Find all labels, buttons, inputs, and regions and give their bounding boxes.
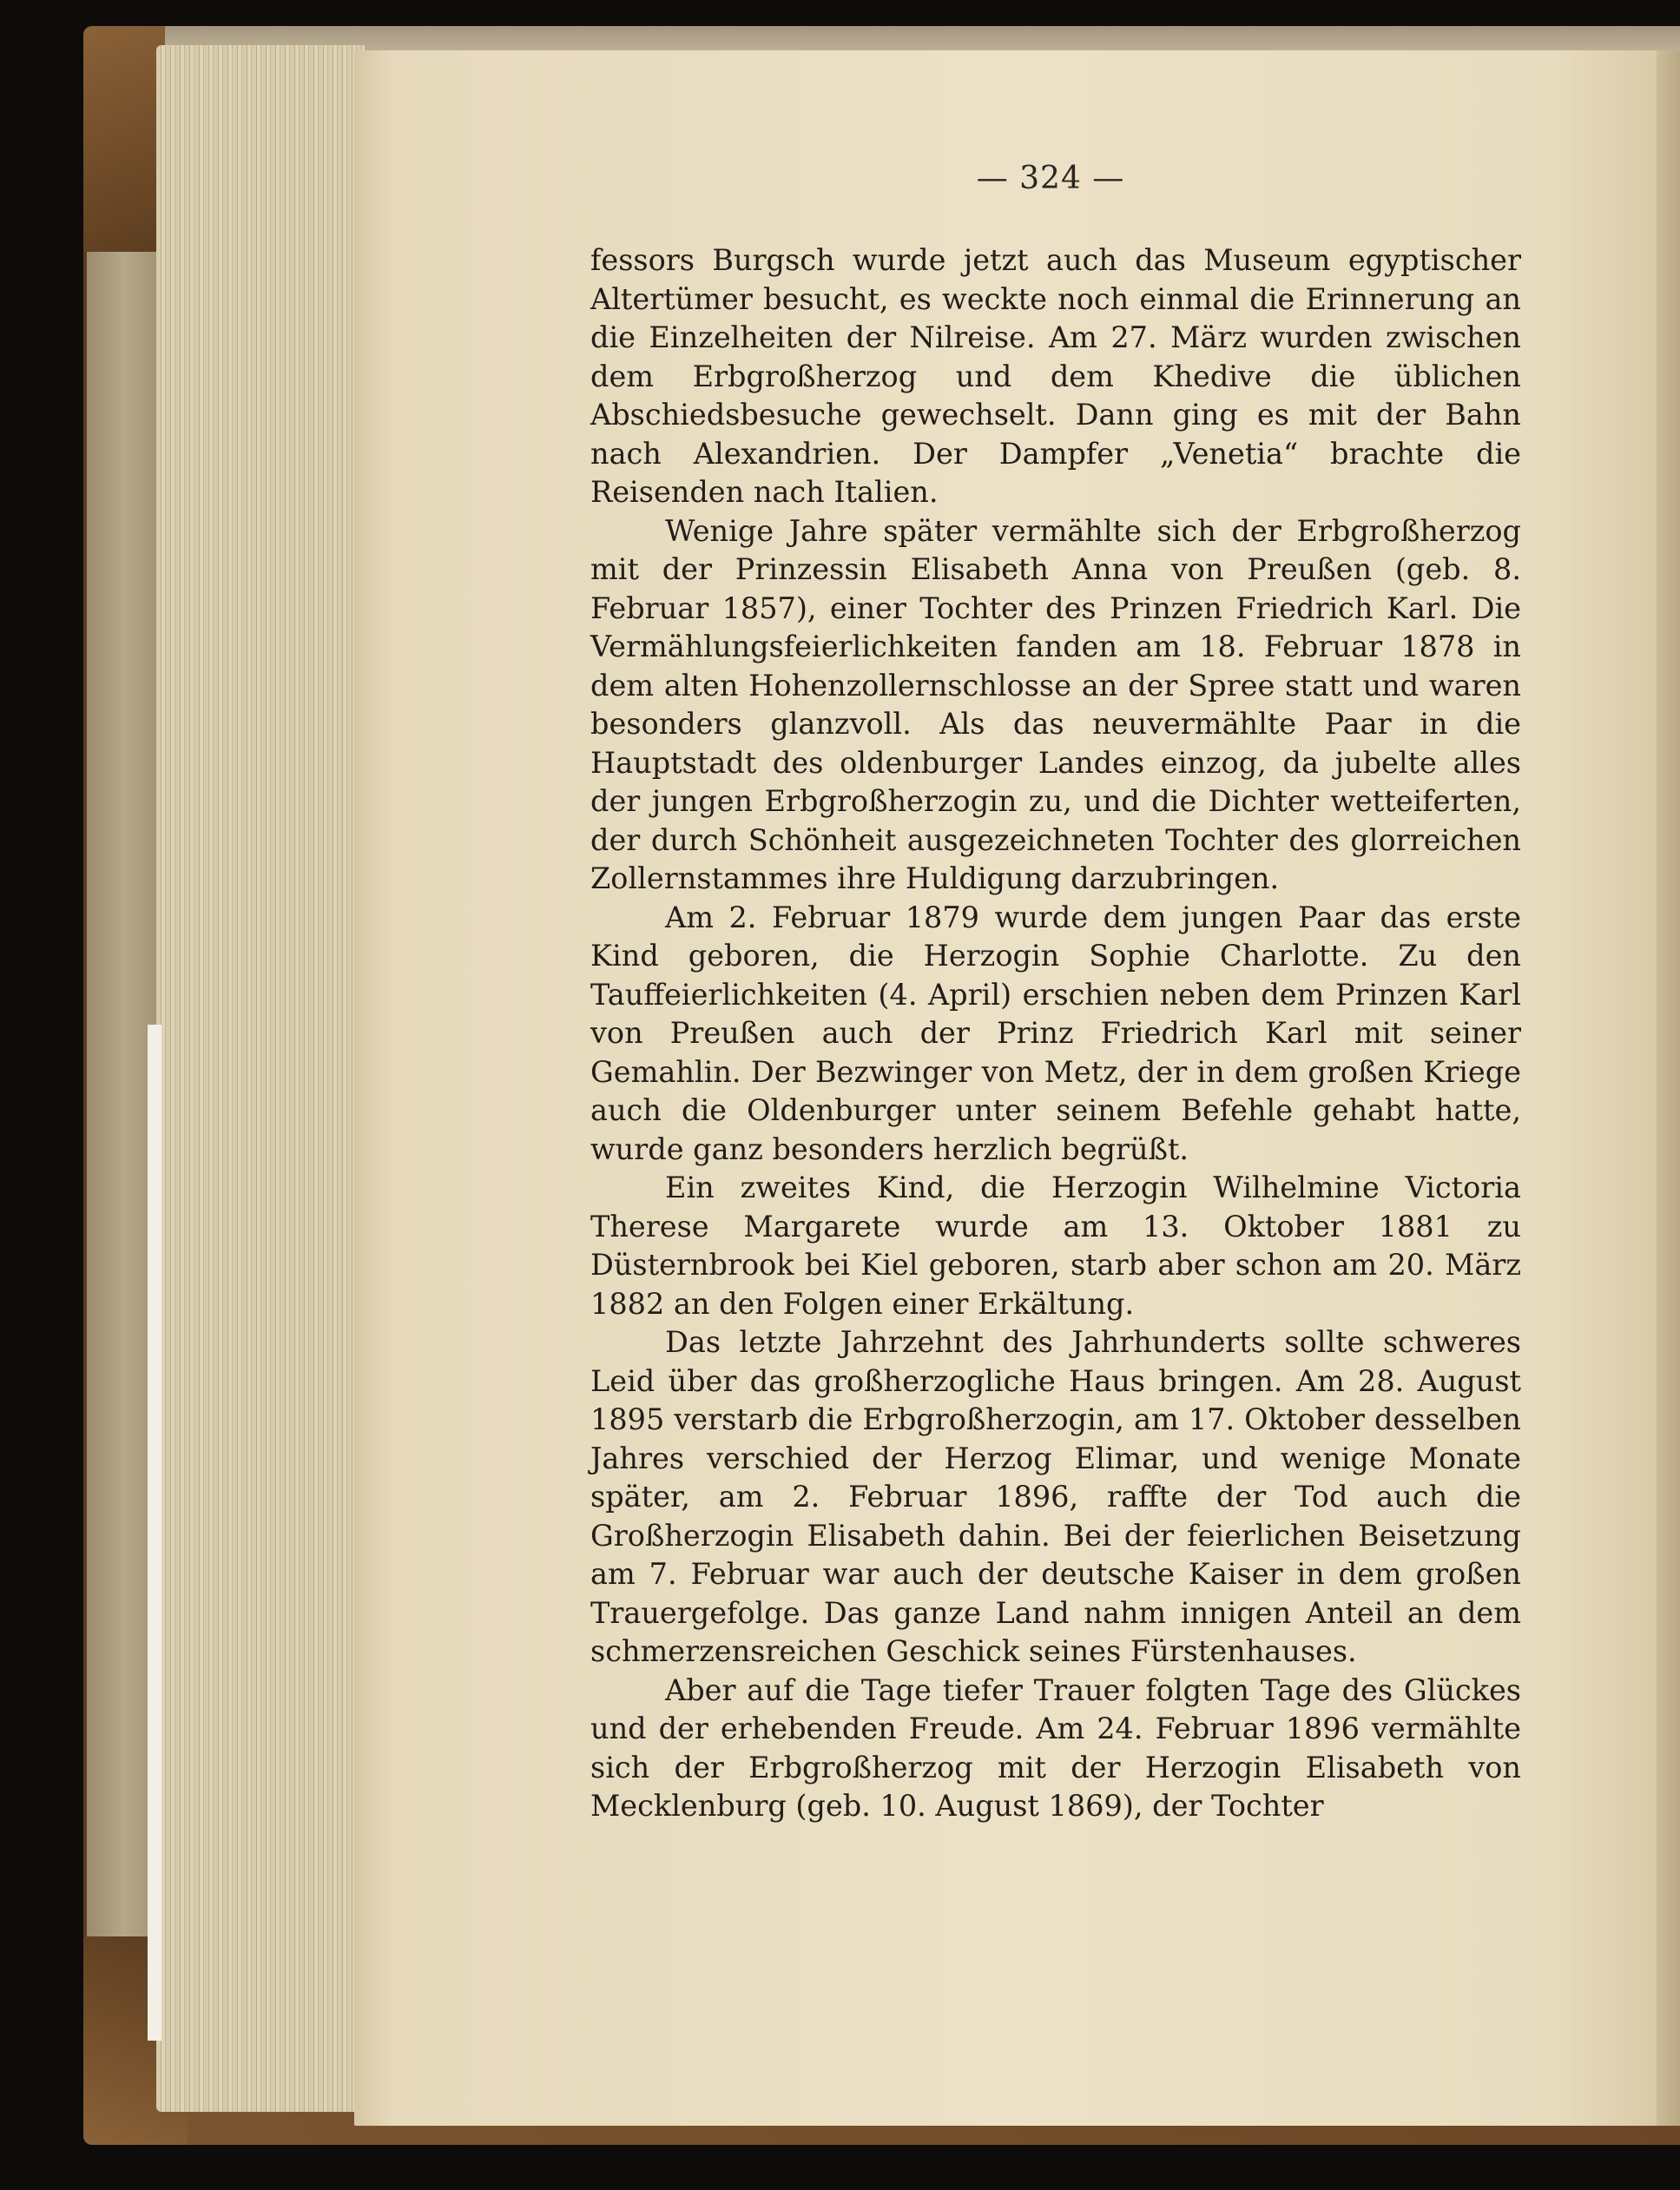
page-stack-edge: [156, 45, 365, 2112]
paragraph: Wenige Jahre später vermählte sich der Erbgroßherzog mit der Prinzessin Elisabeth Anna von Preußen (geb. 8. Februar 1857), einer Tochter des Prinzen Friedrich Karl. Die Vermählungsfeierlichkeiten fanden am 18. Februar 1878 in dem alten Hohenzollernschlosse an der Spree statt und waren besonders glanzvoll. Als das neuvermählte Paar in die Hauptstadt des oldenburger Landes einzog, da jubelte alles der jungen Erbgroßherzogin zu, und die Dichter wetteiferten, der durch Schönheit ausgezeichneten Tochter des glorreichen Zollernstammes ihre Huldigung darzubringen.: [590, 513, 1521, 895]
paragraph: Am 2. Februar 1879 wurde dem jungen Paar das erste Kind geboren, die Herzogin Sophie Charlotte. Zu den Tauffeierlichkeiten (4. April) erschien neben dem Prinzen Karl von Preußen auch der Prinz Friedrich Karl mit seiner Gemahlin. Der Bezwinger von Metz, der in dem großen Kriege auch die Oldenburger unter seinem Befehle gehabt hatte, wurde ganz besonders herzlich begrüßt.: [590, 900, 1521, 1166]
paragraph: Das letzte Jahrzehnt des Jahrhunderts sollte schweres Leid über das großherzogliche Haus bringen. Am 28. August 1895 verstarb die Erbgroßherzogin, am 17. Oktober desselben Jahres verschied der Herzog Elimar, und wenige Monate später, am 2. Februar 1896, raffte der Tod auch die Großherzogin Elisabeth dahin. Bei der feierlichen Beisetzung am 7. Februar war auch der deutsche Kaiser in dem großen Trauergefolge. Das ganze Land nahm innigen Anteil an dem schmerzensreichen Geschick seines Fürstenhauses.: [590, 1325, 1521, 1668]
paper-slip: [148, 1025, 161, 2041]
page-number: — 324 —: [976, 161, 1125, 196]
paragraph: Ein zweites Kind, die Herzogin Wilhelmine Victoria Therese Margarete wurde am 13. Oktober 1881 zu Düsternbrook bei Kiel geboren, starb aber schon am 20. März 1882 an den Folgen einer Erkältung.: [590, 1171, 1521, 1321]
paragraph: Aber auf die Tage tiefer Trauer folgten Tage des Glückes und der erhebenden Freude. Am 24. Februar 1896 vermählte sich der Erbgroßherzog mit der Herzogin Elisabeth von Mecklenburg (geb. 10. August 1869), der Tochter: [590, 1672, 1521, 1823]
paragraph: fessors Burgsch wurde jetzt auch das Museum egyptischer Altertümer besucht, es weckte noch einmal die Erinnerung an die Einzelheiten der Nilreise. Am 27. März wurden zwischen dem Erbgroßherzog und dem Khedive die üblichen Abschiedsbesuche gewechselt. Dann ging es mit der Bahn nach Alexandrien. Der Dampfer „Venetia“ brachte die Reisenden nach Italien.: [590, 243, 1521, 509]
page-text: [590, 241, 1521, 1826]
